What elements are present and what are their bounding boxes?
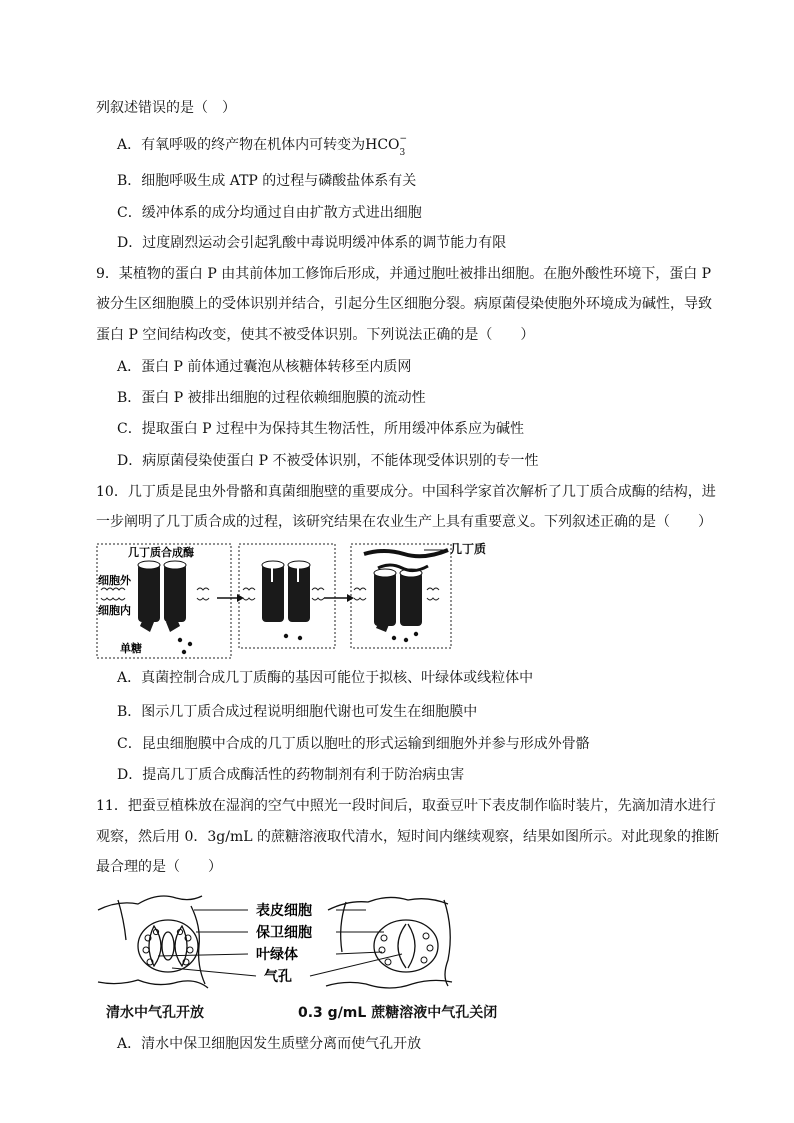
membrane-3 (354, 588, 439, 600)
q9-option-b: B．蛋白 P 被排出细胞的过程依赖细胞膜的流动性 (117, 390, 426, 406)
chitin-strand (364, 550, 448, 556)
label-guard-cell: 保卫细胞 (256, 925, 312, 941)
enzyme-1 (138, 561, 186, 632)
chloroplasts-right (379, 933, 433, 965)
label-outside: 细胞外 (98, 574, 131, 587)
hco3-sub: 3 (399, 148, 406, 158)
q11-option-a: A．清水中保卫细胞因发生质壁分离而使气孔开放 (117, 1036, 422, 1052)
q8-stem-tail: 列叙述错误的是（ ） (96, 100, 236, 116)
q9-option-c: C．提取蛋白 P 过程中为保持其生物活性，所用缓冲体系应为碱性 (117, 421, 525, 437)
chitin-synthase-figure (94, 540, 454, 662)
q11-stem-line2: 观察，然后用 0．3g/mL 的蔗糖溶液取代清水，短时间内继续观察，结果如图所示。对此现象的推断 (96, 829, 719, 845)
closed-stoma (326, 897, 452, 988)
q10-option-b: B．图示几丁质合成过程说明细胞代谢也可发生在细胞膜中 (117, 704, 478, 720)
q8-option-d: D．过度剧烈运动会引起乳酸中毒说明缓冲体系的调节能力有限 (117, 235, 507, 251)
q9-stem-line2: 被分生区细胞膜上的受体识别并结合，引起分生区细胞分裂。病原菌侵染使胞外环境成为碱性，导致 (96, 296, 712, 312)
stomata-figure (96, 890, 496, 1000)
label-inside: 细胞内 (98, 604, 131, 617)
pointer-lines (158, 910, 402, 976)
label-chloroplast: 叶绿体 (256, 947, 298, 963)
open-stoma (98, 896, 208, 988)
enzyme-2 (262, 561, 310, 622)
q8-option-a (117, 134, 408, 158)
q10-option-a: A．真菌控制合成几丁质酶的基因可能位于拟核、叶绿体或线粒体中 (117, 670, 534, 686)
q9-option-a: A．蛋白 P 前体通过囊泡从核糖体转移至内质网 (117, 359, 412, 375)
q8-option-a-text: A．有氧呼吸的终产物在机体内可转变为HCO (117, 137, 400, 153)
label-chitin: 几丁质 (450, 542, 487, 556)
q9-stem-line1: 9．某植物的蛋白 P 由其前体加工修饰后形成，并通过胞吐被排出细胞。在胞外酸性环境下，蛋白 P (96, 266, 712, 282)
q10-stem-line2: 一步阐明了几丁质合成的过程，该研究结果在农业生产上具有重要意义。下列叙述正确的是（ ） (96, 514, 712, 530)
q11-stem-line1: 11．把蚕豆植株放在湿润的空气中照光一段时间后，取蚕豆叶下表皮制作临时装片，先滴加清水进行 (96, 798, 716, 814)
label-stoma: 气孔 (264, 969, 292, 985)
q9-option-d: D．病原菌侵染使蛋白 P 不被受体识别，不能体现受体识别的专一性 (117, 453, 539, 469)
enzyme-3 (374, 569, 422, 632)
label-sugar: 单糖 (120, 642, 142, 655)
label-enzyme: 几丁质合成酶 (128, 546, 194, 559)
q11-stem-line3: 最合理的是（ ） (96, 859, 222, 875)
q8-option-b: B．细胞呼吸生成 ATP 的过程与磷酸盐体系有关 (117, 173, 417, 189)
q10-option-d: D．提高几丁质合成酶活性的药物制剂有利于防治病虫害 (117, 767, 465, 783)
q10-option-c: C．昆虫细胞膜中合成的几丁质以胞吐的形式运输到细胞外并参与形成外骨骼 (117, 736, 590, 752)
panel-2-frame (239, 544, 335, 648)
label-epidermal-cell: 表皮细胞 (256, 903, 312, 919)
arrow-1-head (237, 594, 244, 602)
hco3-sup: − (399, 134, 408, 144)
sugar-dots (178, 632, 418, 654)
q9-stem-line3: 蛋白 P 空间结构改变，使其不被受体识别。下列说法正确的是（ ） (96, 327, 535, 343)
caption-closed: 0.3 g/mL 蔗糖溶液中气孔关闭 (298, 1005, 498, 1021)
caption-open: 清水中气孔开放 (106, 1005, 204, 1021)
q8-option-c: C．缓冲体系的成分均通过自由扩散方式进出细胞 (117, 205, 422, 221)
q10-stem-line1: 10．几丁质是昆虫外骨骼和真菌细胞壁的重要成分。中国科学家首次解析了几丁质合成酶的结构，进 (96, 484, 716, 500)
